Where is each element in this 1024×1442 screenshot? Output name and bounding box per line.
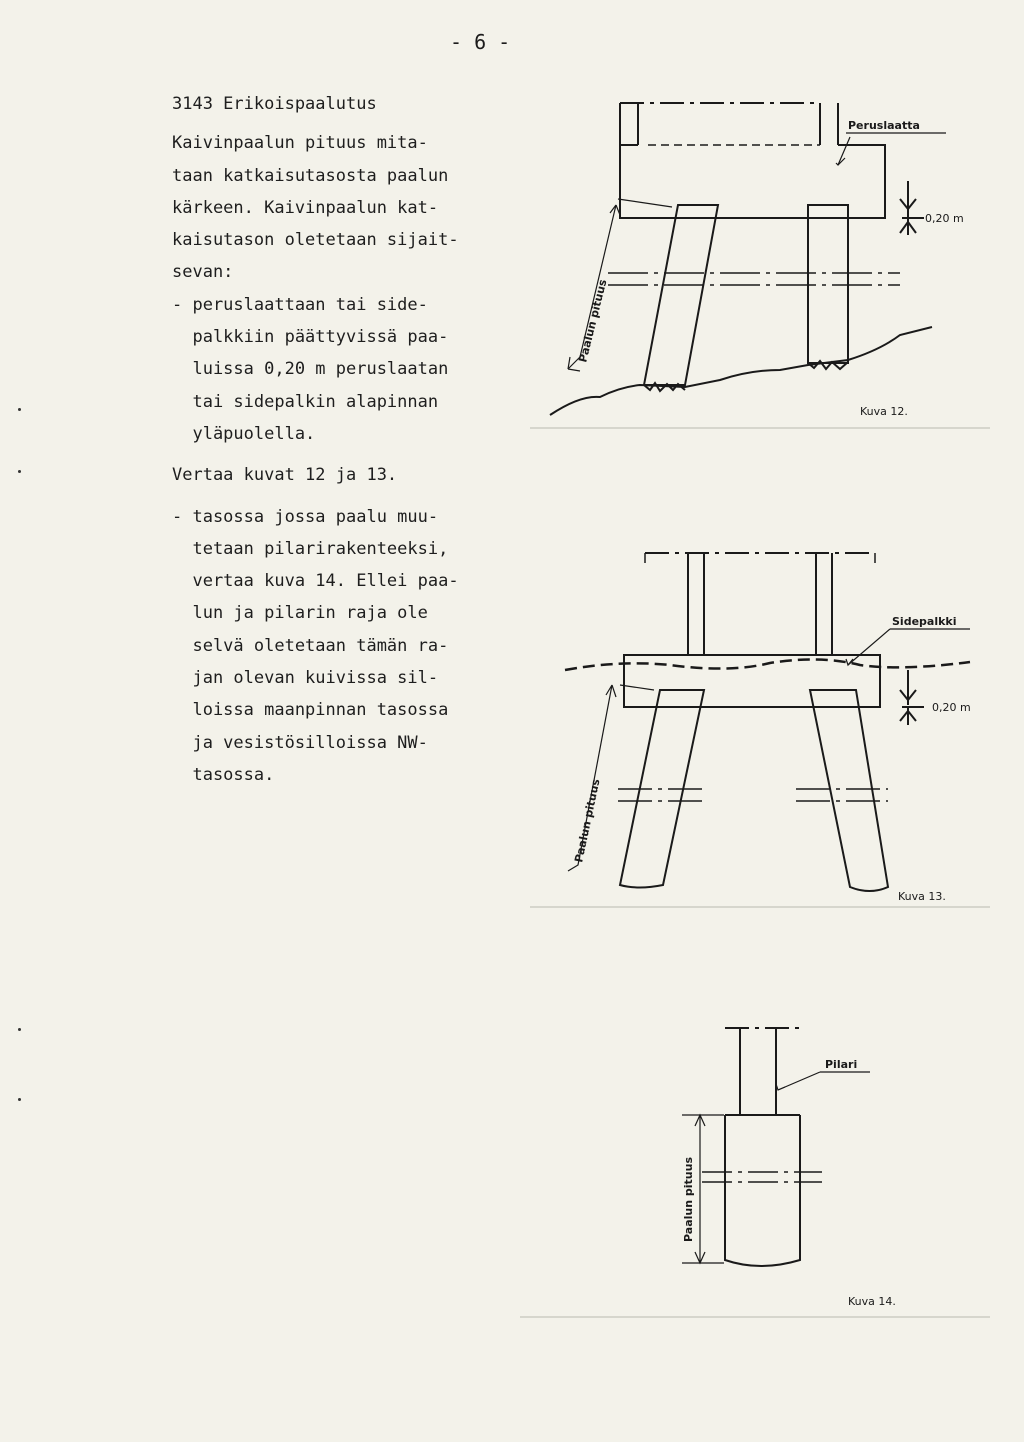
para1-line: taan katkaisutasosta paalun bbox=[172, 165, 449, 186]
figure-12 bbox=[520, 95, 990, 435]
figure-14-length-label: Paalun pituus bbox=[682, 1157, 695, 1242]
figure-14 bbox=[510, 1020, 990, 1330]
bullet1-line: tai sidepalkin alapinnan bbox=[172, 391, 439, 412]
bullet1-line: luissa 0,20 m peruslaatan bbox=[172, 359, 449, 380]
bullet2-line: tetaan pilarirakenteeksi, bbox=[172, 538, 449, 559]
bullet2-line: jan olevan kuivissa sil- bbox=[172, 668, 439, 689]
margin-mark bbox=[18, 1098, 21, 1101]
para1-line: Kaivinpaalun pituus mita- bbox=[172, 133, 428, 154]
page-number: - 6 - bbox=[450, 30, 511, 54]
margin-mark bbox=[18, 1028, 21, 1031]
bullet2-line: vertaa kuva 14. Ellei paa- bbox=[172, 571, 459, 592]
bullet2-line: tasossa. bbox=[172, 764, 275, 785]
figure-12-dimension: 0,20 m bbox=[925, 212, 964, 225]
bullet2-line: lun ja pilarin raja ole bbox=[172, 603, 428, 624]
section-heading: 3143 Erikoispaalutus bbox=[172, 94, 377, 114]
bullet2-line: loissa maanpinnan tasossa bbox=[172, 700, 449, 721]
bullet2-line: ja vesistösilloissa NW- bbox=[172, 732, 428, 753]
figure-12-length-label: Paalun pituus bbox=[576, 278, 610, 364]
figure-13-dimension: 0,20 m bbox=[932, 701, 971, 714]
figure-12-slab-label: Peruslaatta bbox=[848, 119, 920, 132]
figure-14-pillar-label: Pilari bbox=[825, 1058, 858, 1071]
para1-line: sevan: bbox=[172, 262, 234, 283]
para1-line: kaisutason oletetaan sijait- bbox=[172, 230, 459, 251]
compare-line: Vertaa kuvat 12 ja 13. bbox=[172, 465, 398, 486]
figure-13-caption: Kuva 13. bbox=[898, 890, 946, 903]
text-column bbox=[172, 88, 532, 791]
bullet2-line: selvä oletetaan tämän ra- bbox=[172, 635, 449, 656]
figure-13-length-label: Paalun pituus bbox=[572, 777, 603, 864]
figure-14-caption: Kuva 14. bbox=[848, 1295, 896, 1308]
figure-12-caption: Kuva 12. bbox=[860, 405, 908, 418]
margin-mark bbox=[18, 470, 21, 473]
para1-line: kärkeen. Kaivinpaalun kat- bbox=[172, 197, 439, 218]
figure-13 bbox=[520, 545, 1000, 915]
bullet1-line: yläpuolella. bbox=[172, 423, 316, 444]
margin-mark bbox=[18, 408, 21, 411]
bullet1-line: palkkiin päättyvissä paa- bbox=[172, 327, 449, 348]
figure-13-beam-label: Sidepalkki bbox=[892, 615, 957, 628]
bullet1-line: - peruslaattaan tai side- bbox=[172, 294, 428, 315]
bullet2-line: - tasossa jossa paalu muu- bbox=[172, 506, 439, 527]
